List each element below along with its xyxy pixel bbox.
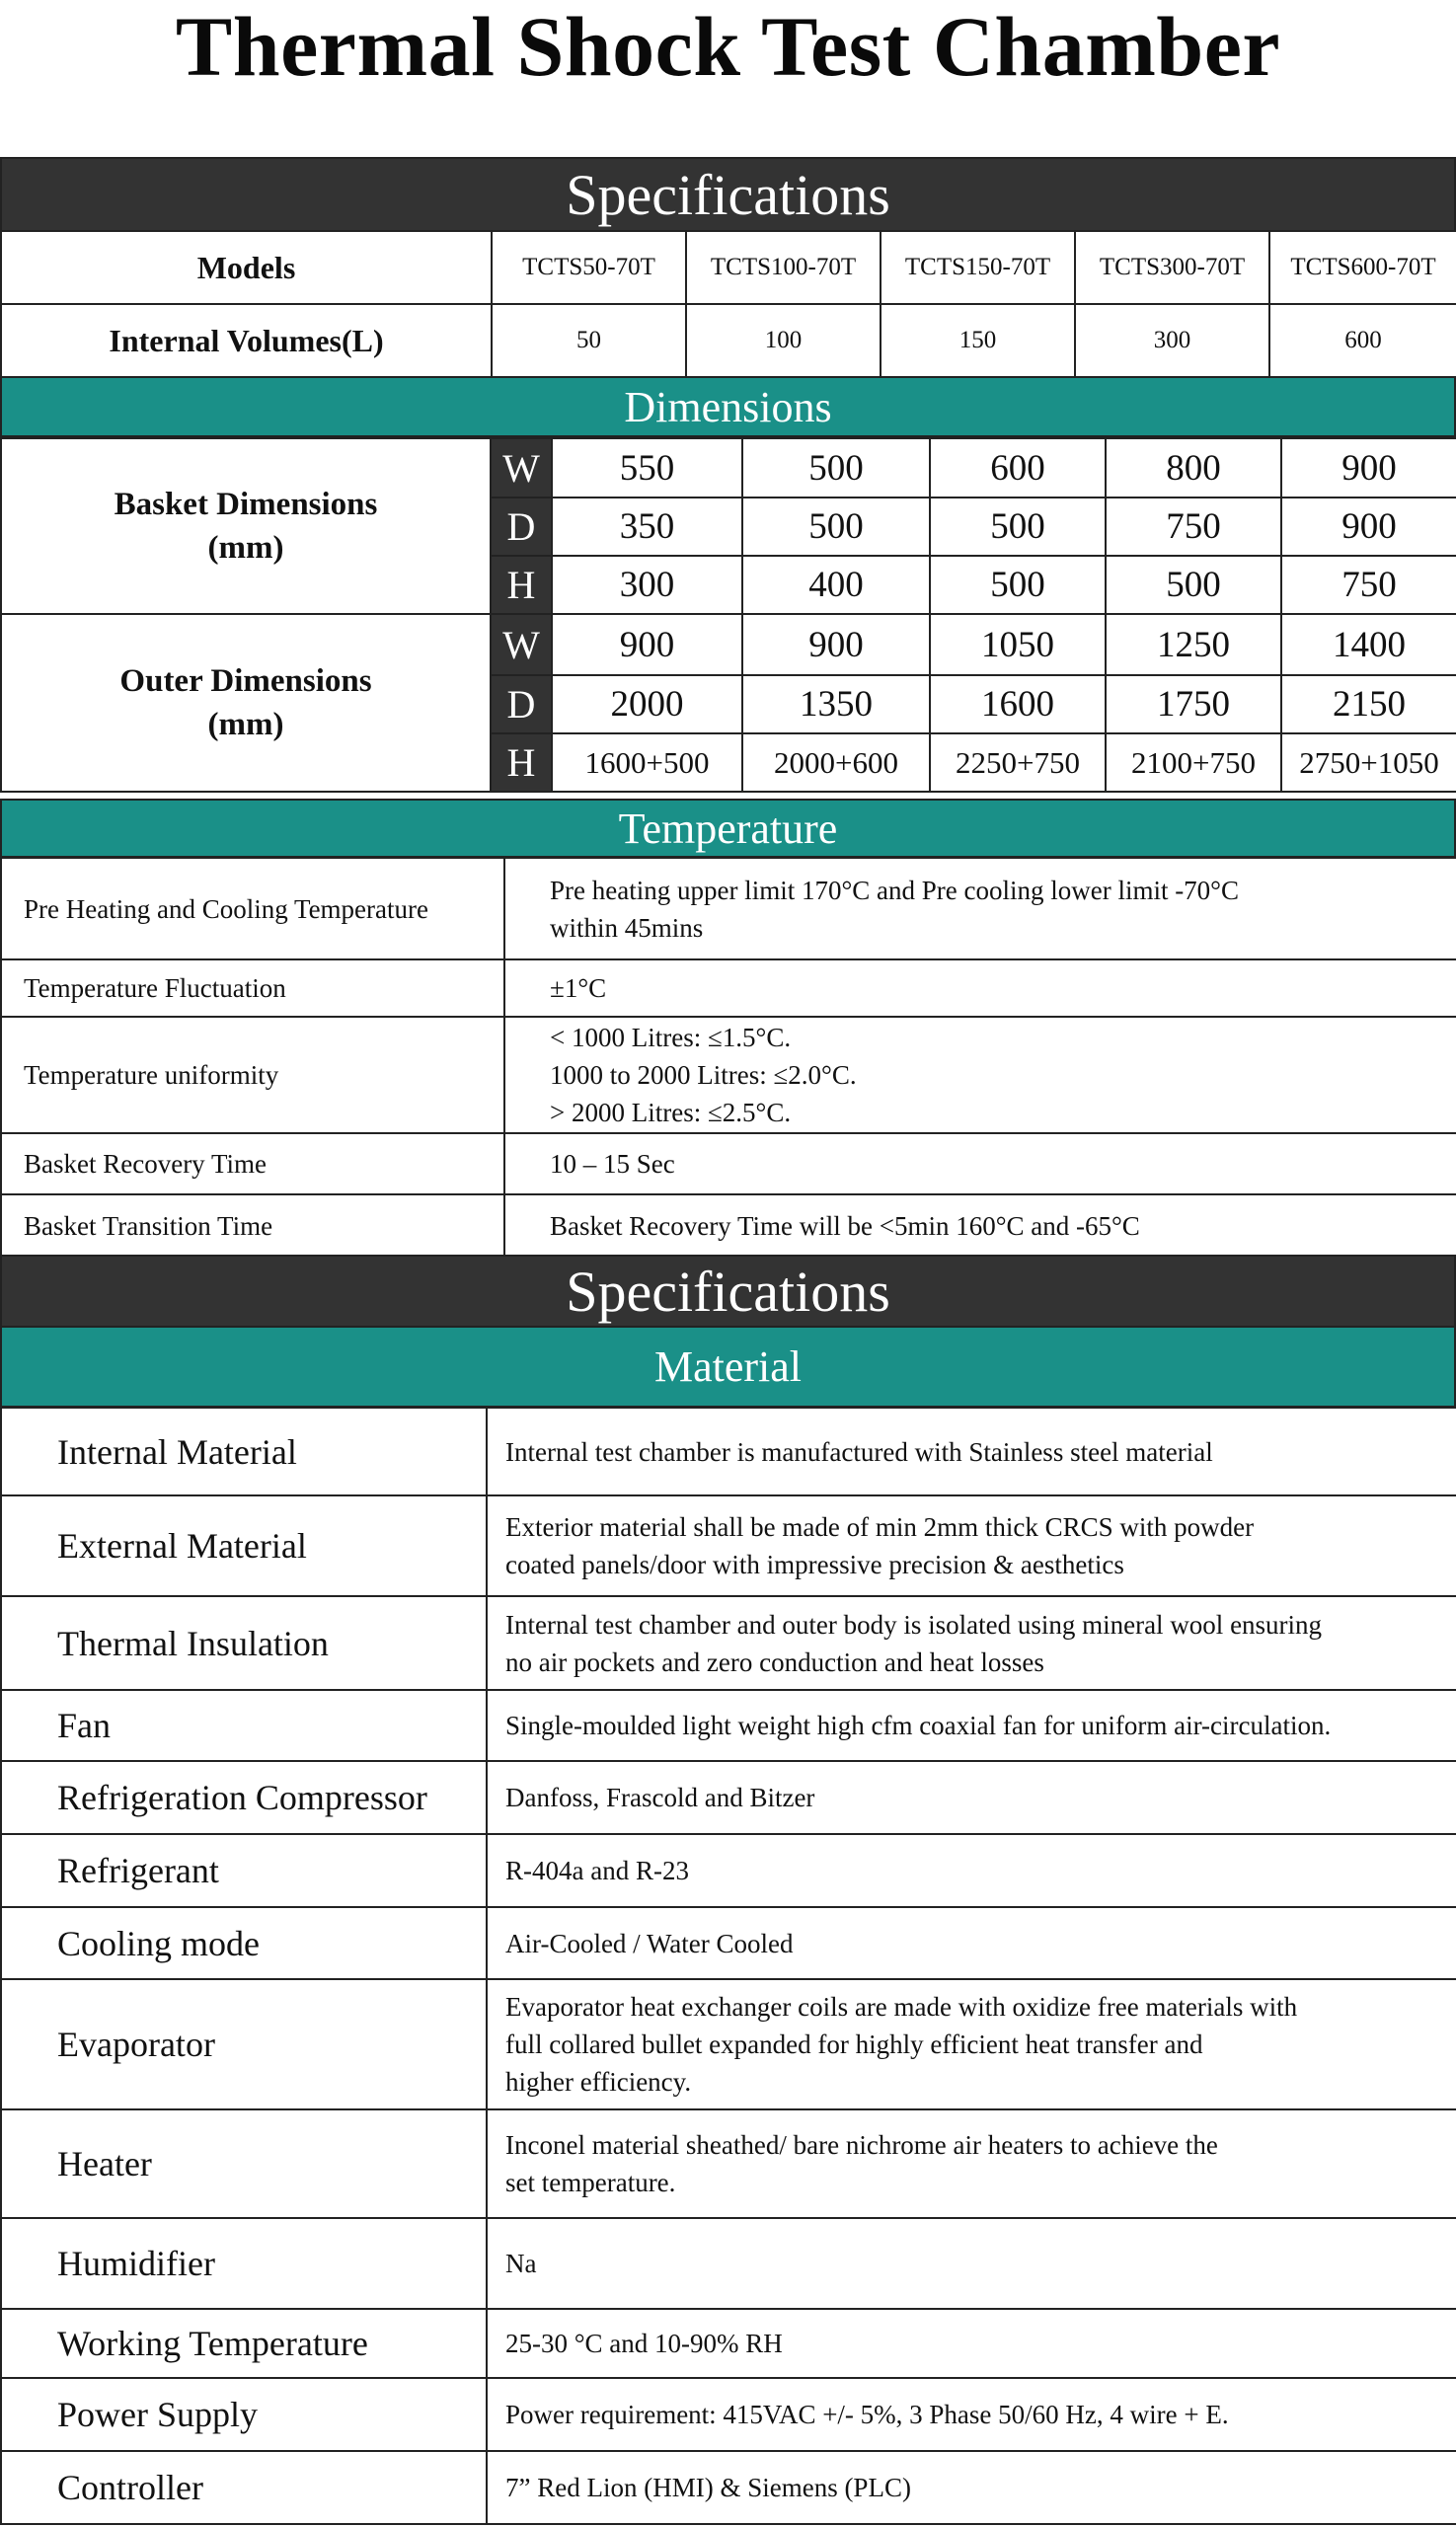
material-value: Single-moulded light weight high cfm coaxial fan for uniform air-circulation. — [487, 1690, 1456, 1761]
volumes-label: Internal Volumes(L) — [1, 304, 492, 377]
dimension-cell: 1600+500 — [552, 733, 742, 792]
dimension-cell: 500 — [1106, 556, 1281, 614]
temperature-row — [1, 1133, 1456, 1194]
page-title: Thermal Shock Test Chamber — [175, 0, 1281, 94]
dimension-cell: 2150 — [1281, 675, 1456, 733]
material-row — [1, 1834, 1456, 1907]
dimension-cell: 2100+750 — [1106, 733, 1281, 792]
material-value: Na — [487, 2218, 1456, 2309]
temperature-value: Pre heating upper limit 170°C and Pre cooling lower limit -70°C within 45mins — [504, 858, 1456, 959]
dimension-cell: 500 — [742, 438, 930, 498]
dimension-cell: 600 — [930, 438, 1106, 498]
material-key: Humidifier — [1, 2218, 487, 2309]
material-value: Internal test chamber is manufactured with Stainless steel material — [487, 1408, 1456, 1495]
dimension-row — [1, 438, 1456, 498]
material-row — [1, 2218, 1456, 2309]
material-row — [1, 1907, 1456, 1979]
dimension-cell: 500 — [930, 556, 1106, 614]
dimension-cell: 900 — [1281, 498, 1456, 556]
axis-label: W — [491, 614, 552, 675]
dimension-cell: 400 — [742, 556, 930, 614]
material-row — [1, 2109, 1456, 2218]
outer-dimensions-label: Outer Dimensions (mm) — [1, 614, 491, 792]
material-key: Controller — [1, 2451, 487, 2524]
dimension-cell: 750 — [1281, 556, 1456, 614]
dimension-cell: 1250 — [1106, 614, 1281, 675]
dimension-cell: 500 — [742, 498, 930, 556]
dimension-cell: 1400 — [1281, 614, 1456, 675]
volume-cell: 300 — [1075, 304, 1269, 377]
volume-cell: 150 — [881, 304, 1075, 377]
axis-label: D — [491, 498, 552, 556]
temperature-value: ±1°C — [504, 959, 1456, 1017]
models-row — [1, 231, 1456, 304]
temperature-row — [1, 1017, 1456, 1133]
dimension-cell: 900 — [552, 614, 742, 675]
material-key: Cooling mode — [1, 1907, 487, 1979]
model-cell: TCTS300-70T — [1075, 231, 1269, 304]
material-key: Thermal Insulation — [1, 1596, 487, 1690]
material-key: Working Temperature — [1, 2309, 487, 2378]
material-row — [1, 2378, 1456, 2451]
material-key: External Material — [1, 1495, 487, 1596]
dimension-cell: 1600 — [930, 675, 1106, 733]
dimension-cell: 2000+600 — [742, 733, 930, 792]
material-value: R-404a and R-23 — [487, 1834, 1456, 1907]
temperature-row — [1, 959, 1456, 1017]
dimension-cell: 1750 — [1106, 675, 1281, 733]
material-key: Refrigeration Compressor — [1, 1761, 487, 1834]
dimension-cell: 2250+750 — [930, 733, 1106, 792]
temperature-value: < 1000 Litres: ≤1.5°C. 1000 to 2000 Litres: ≤2.0°C. > 2000 Litres: ≤2.5°C. — [504, 1017, 1456, 1133]
material-row — [1, 1495, 1456, 1596]
dimension-cell: 900 — [742, 614, 930, 675]
axis-label: D — [491, 675, 552, 733]
temperature-table — [0, 857, 1456, 1258]
material-table — [0, 1407, 1456, 2525]
temperature-key: Pre Heating and Cooling Temperature — [1, 858, 504, 959]
material-key: Internal Material — [1, 1408, 487, 1495]
material-value: Air-Cooled / Water Cooled — [487, 1907, 1456, 1979]
temperature-value: Basket Recovery Time will be <5min 160°C and -65°C — [504, 1194, 1456, 1257]
models-table — [0, 230, 1456, 378]
dimension-cell: 750 — [1106, 498, 1281, 556]
material-key: Evaporator — [1, 1979, 487, 2109]
material-row — [1, 1408, 1456, 1495]
material-header: Material — [0, 1326, 1456, 1408]
axis-label: H — [491, 733, 552, 792]
material-key: Refrigerant — [1, 1834, 487, 1907]
specifications-header-2: Specifications — [0, 1255, 1456, 1328]
temperature-key: Basket Transition Time — [1, 1194, 504, 1257]
temperature-key: Temperature uniformity — [1, 1017, 504, 1133]
dimension-row — [1, 614, 1456, 675]
material-row — [1, 2309, 1456, 2378]
material-value: Evaporator heat exchanger coils are made with oxidize free materials with full collared bullet expanded for highly efficient heat transfer and higher efficiency. — [487, 1979, 1456, 2109]
material-value: Danfoss, Frascold and Bitzer — [487, 1761, 1456, 1834]
volume-cell: 600 — [1269, 304, 1456, 377]
volumes-row — [1, 304, 1456, 377]
dimension-cell: 1350 — [742, 675, 930, 733]
material-key: Heater — [1, 2109, 487, 2218]
specifications-header: Specifications — [0, 157, 1456, 232]
dimension-cell: 300 — [552, 556, 742, 614]
temperature-header: Temperature — [0, 799, 1456, 858]
model-cell: TCTS150-70T — [881, 231, 1075, 304]
axis-label: W — [491, 438, 552, 498]
dimension-cell: 550 — [552, 438, 742, 498]
material-row — [1, 1596, 1456, 1690]
temperature-row — [1, 1194, 1456, 1257]
dimensions-header: Dimensions — [0, 376, 1456, 437]
material-row — [1, 2451, 1456, 2524]
volume-cell: 100 — [686, 304, 881, 377]
dimensions-table — [0, 437, 1456, 793]
material-value: 25-30 °C and 10-90% RH — [487, 2309, 1456, 2378]
material-key: Power Supply — [1, 2378, 487, 2451]
material-value: Power requirement: 415VAC +/- 5%, 3 Phase 50/60 Hz, 4 wire + E. — [487, 2378, 1456, 2451]
dimension-cell: 1050 — [930, 614, 1106, 675]
temperature-key: Temperature Fluctuation — [1, 959, 504, 1017]
material-row — [1, 1761, 1456, 1834]
dimension-cell: 2750+1050 — [1281, 733, 1456, 792]
models-label: Models — [1, 231, 492, 304]
temperature-row — [1, 858, 1456, 959]
material-value: Internal test chamber and outer body is isolated using mineral wool ensuring no air pockets and zero conduction and heat losses — [487, 1596, 1456, 1690]
model-cell: TCTS600-70T — [1269, 231, 1456, 304]
model-cell: TCTS100-70T — [686, 231, 881, 304]
dimension-cell: 500 — [930, 498, 1106, 556]
material-value: 7” Red Lion (HMI) & Siemens (PLC) — [487, 2451, 1456, 2524]
temperature-key: Basket Recovery Time — [1, 1133, 504, 1194]
dimension-cell: 350 — [552, 498, 742, 556]
material-value: Inconel material sheathed/ bare nichrome air heaters to achieve the set temperature. — [487, 2109, 1456, 2218]
basket-dimensions-label: Basket Dimensions (mm) — [1, 438, 491, 614]
dimension-cell: 900 — [1281, 438, 1456, 498]
model-cell: TCTS50-70T — [492, 231, 686, 304]
material-value: Exterior material shall be made of min 2mm thick CRCS with powder coated panels/door with impressive precision & aesthetics — [487, 1495, 1456, 1596]
temperature-value: 10 – 15 Sec — [504, 1133, 1456, 1194]
volume-cell: 50 — [492, 304, 686, 377]
dimension-cell: 800 — [1106, 438, 1281, 498]
material-row — [1, 1979, 1456, 2109]
axis-label: H — [491, 556, 552, 614]
material-row — [1, 1690, 1456, 1761]
dimension-cell: 2000 — [552, 675, 742, 733]
material-key: Fan — [1, 1690, 487, 1761]
